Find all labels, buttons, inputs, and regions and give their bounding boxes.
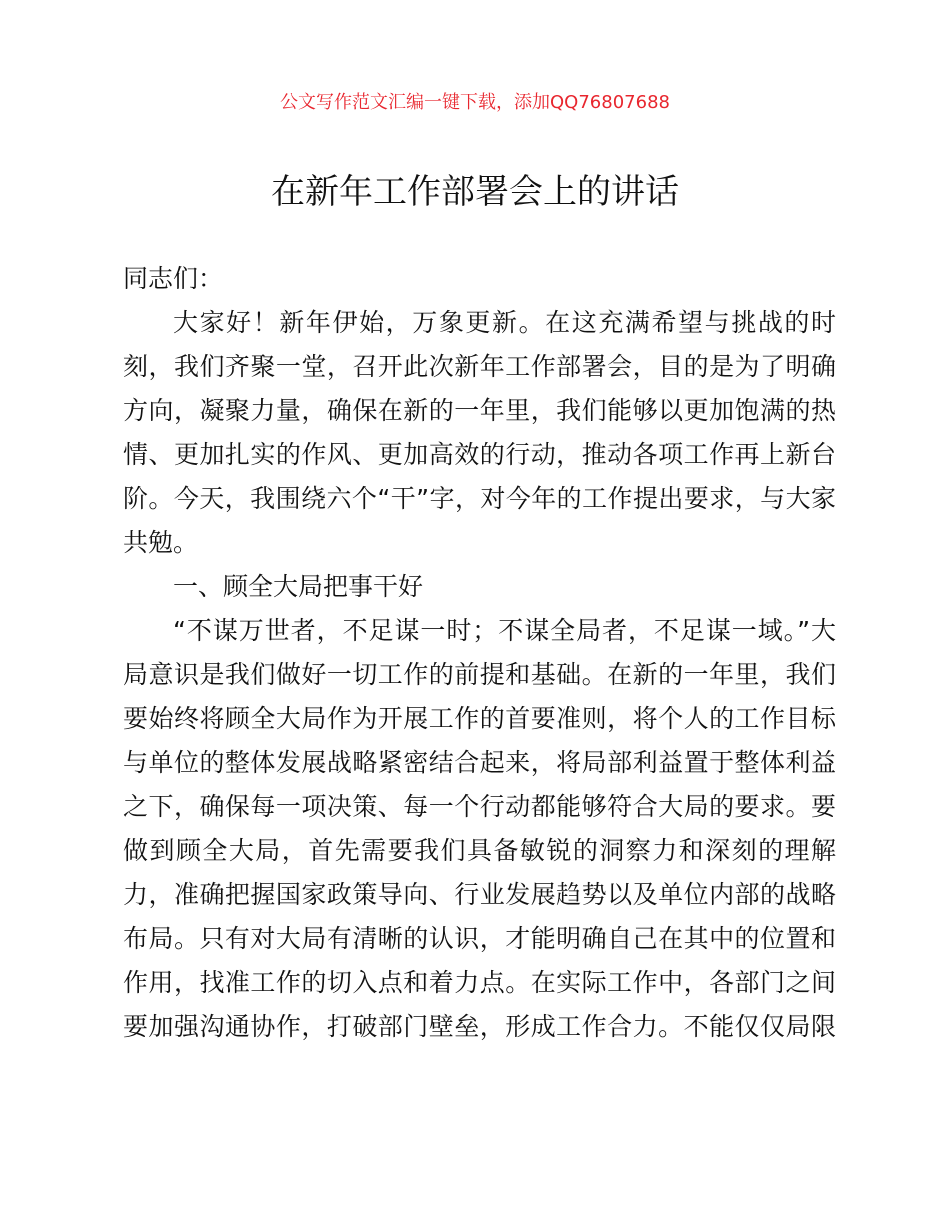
document-title: 在新年工作部署会上的讲话	[271, 172, 679, 212]
text-line: 做到顾全大局，首先需要我们具备敏锐的洞察力和深刻的理解	[123, 836, 836, 865]
document-body	[123, 262, 836, 1054]
text-line: 局意识是我们做好一切工作的前提和基础。在新的一年里，我们	[123, 660, 836, 689]
text-line: 方向，凝聚力量，确保在新的一年里，我们能够以更加饱满的热	[123, 396, 836, 425]
text-line: 共勉。	[123, 528, 199, 557]
text-line: 与单位的整体发展战略紧密结合起来，将局部利益置于整体利益	[123, 748, 836, 777]
text-line: 刻，我们齐聚一堂，召开此次新年工作部署会，目的是为了明确	[123, 352, 836, 381]
text-line: 作用，找准工作的切入点和着力点。在实际工作中，各部门之间	[123, 968, 836, 997]
text-line: 要始终将顾全大局作为开展工作的首要准则，将个人的工作目标	[123, 704, 836, 733]
text-line: 力，准确把握国家政策导向、行业发展趋势以及单位内部的战略	[123, 880, 836, 909]
salutation: 同志们：	[123, 264, 224, 293]
promo-header: 公文写作范文汇编一键下载，添加QQ76807688	[280, 92, 670, 113]
text-line: 要加强沟通协作，打破部门壁垒，形成工作合力。不能仅仅局限	[123, 1012, 836, 1041]
text-line: 之下，确保每一项决策、每一个行动都能够符合大局的要求。要	[123, 792, 836, 821]
text-line: 阶。今天，我围绕六个“干”字，对今年的工作提出要求，与大家	[123, 484, 836, 513]
text-line: “不谋万世者，不足谋一时；不谋全局者，不足谋一域。”大	[173, 616, 836, 645]
paragraph-lines	[123, 306, 836, 1054]
text-line: 情、更加扎实的作风、更加高效的行动，推动各项工作再上新台	[123, 440, 836, 469]
text-line: 布局。只有对大局有清晰的认识，才能明确自己在其中的位置和	[123, 924, 836, 953]
text-line: 一、顾全大局把事干好	[173, 572, 424, 601]
text-line: 大家好！新年伊始，万象更新。在这充满希望与挑战的时	[173, 308, 836, 337]
